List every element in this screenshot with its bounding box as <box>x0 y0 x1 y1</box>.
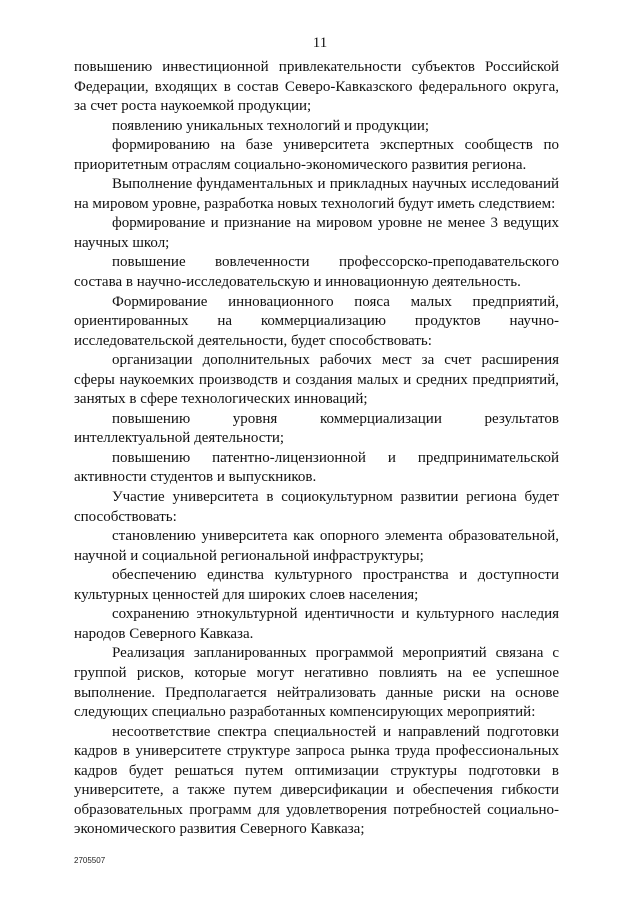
paragraph: организации дополнительных рабочих мест за счет расширения сферы наукоемких производств и создания малых и средних предприятий, занятых в сфере технологических инноваций; <box>74 352 559 408</box>
paragraph: повышение вовлеченности профессорско-преподавательского состава в научно-исследовательскую и инновационную деятельность. <box>74 254 559 291</box>
paragraph: повышению уровня коммерциализации результатов интеллектуальной деятельности; <box>74 410 559 447</box>
paragraph: несоответствие спектра специальностей и направлений подготовки кадров в университете структуре запроса рынка труда профессиональных кадров будет решаться путем оптимизации структуры подготовки в университете, а также путем диверсификации и обеспечения гибкости образовательных программ для удовлетворения потребностей социально-экономического развития Северного Кавказа; <box>74 723 559 838</box>
paragraph: становлению университета как опорного элемента образовательной, научной и социальной региональной инфраструктуры; <box>74 528 559 564</box>
paragraph: формированию на базе университета экспертных сообществ по приоритетным отраслям социально-экономического развития региона. <box>74 137 559 173</box>
paragraph: Участие университета в социокультурном развитии региона будет способствовать: <box>74 489 559 525</box>
paragraph: формирование и признание на мировом уровне не менее 3 ведущих научных школ; <box>74 215 559 251</box>
document-body <box>74 58 559 840</box>
paragraph: повышению инвестиционной привлекательности субъектов Российской Федерации, входящих в состав Северо-Кавказского федерального округа, за счет роста наукоемкой продукции; <box>74 59 559 115</box>
page-number: 11 <box>312 35 328 51</box>
paragraph: сохранению этнокультурной идентичности и культурного наследия народов Северного Кавказа. <box>74 606 559 642</box>
paragraph: Выполнение фундаментальных и прикладных научных исследований на мировом уровне, разработка новых технологий будут иметь следствием: <box>74 176 559 212</box>
paragraph: Формирование инновационного пояса малых предприятий, ориентированных на коммерциализацию продуктов научно-исследовательской деятельности, будет способствовать: <box>74 293 559 349</box>
paragraph: повышению патентно-лицензионной и предпринимательской активности студентов и выпускников. <box>74 449 559 486</box>
paragraph: обеспечению единства культурного пространства и доступности культурных ценностей для широких слоев населения; <box>74 567 559 603</box>
paragraph: Реализация запланированных программой мероприятий связана с группой рисков, которые могут негативно повлиять на ее успешное выполнение. Предполагается нейтрализовать данные риски на основе следующих специально разработанных компенсирующих мероприятий: <box>74 645 559 721</box>
paragraph: появлению уникальных технологий и продукции; <box>112 117 430 134</box>
document-code: 2705507 <box>74 856 106 865</box>
